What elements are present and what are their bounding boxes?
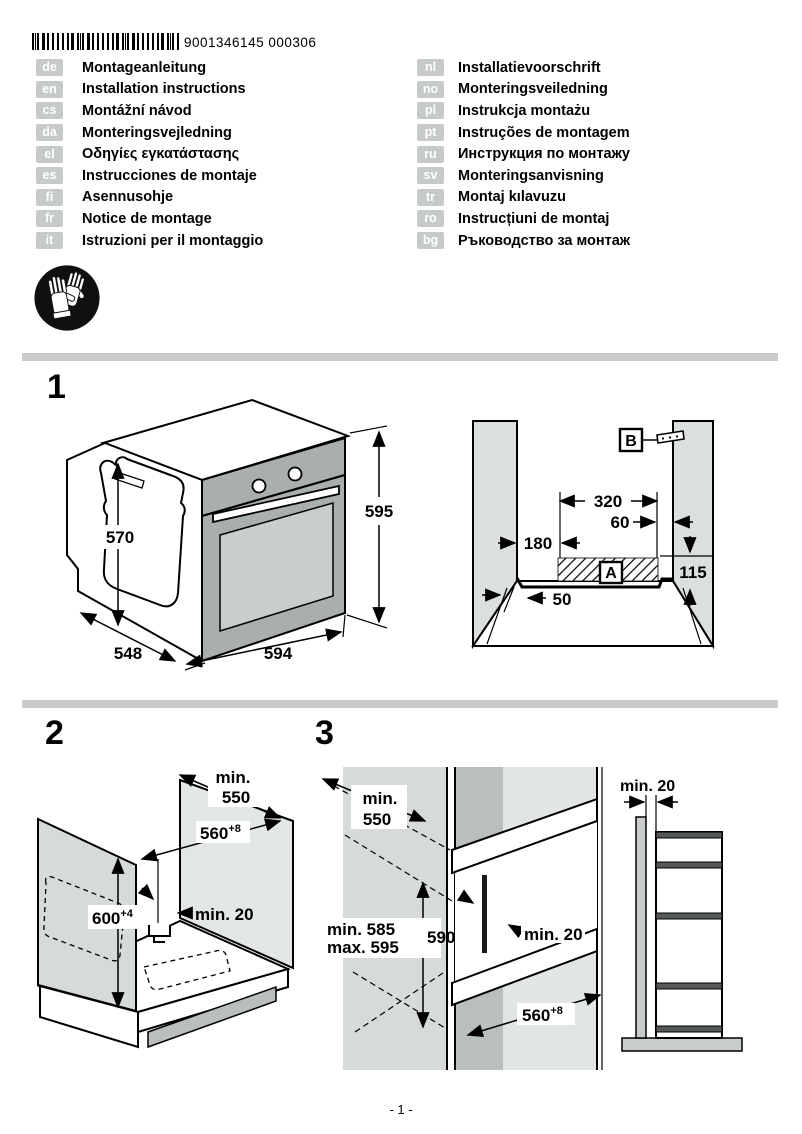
dim-label-560: $560^{+8}$: [200, 823, 241, 843]
language-row: [417, 187, 630, 209]
dim-label-550: 550: [362, 810, 392, 829]
language-code-badge: ru: [417, 146, 444, 163]
figure2-number: 2: [45, 714, 64, 752]
language-title: Οδηγίες εγκατάστασης: [82, 146, 240, 163]
language-code-badge: sv: [417, 167, 444, 184]
language-row: [417, 57, 630, 79]
language-title: Monteringsvejledning: [82, 124, 232, 141]
language-title: Asennusohje: [82, 189, 174, 206]
language-title: Notice de montage: [82, 210, 212, 227]
section-divider: [22, 353, 778, 361]
dim-label-min-20: min. 20: [195, 905, 254, 924]
dim-label-570: 570: [105, 528, 135, 547]
language-list-right: [417, 57, 630, 251]
svg-text:B: B: [625, 433, 637, 450]
language-code-badge: nl: [417, 59, 444, 76]
language-code-badge: es: [36, 167, 63, 184]
area-label-A: [600, 562, 622, 583]
language-title: Istruzioni per il montaggio: [82, 232, 264, 249]
dim-label-min: min.: [362, 789, 398, 808]
language-row: [417, 208, 630, 230]
language-title: Instrucțiuni de montaj: [458, 210, 610, 227]
dim-label-min-20: min. 20: [524, 925, 583, 944]
language-row: [417, 230, 630, 252]
language-title: Montážní návod: [82, 102, 192, 119]
language-title: Monteringsveiledning: [458, 81, 608, 98]
language-row: [36, 208, 263, 230]
language-code-badge: bg: [417, 232, 444, 249]
language-code-badge: en: [36, 81, 63, 98]
oven-knob: [289, 468, 302, 481]
language-code-badge: fi: [36, 189, 63, 206]
language-row: [417, 165, 630, 187]
language-title: Instrucciones de montaje: [82, 167, 257, 184]
language-row: [417, 122, 630, 144]
figure3-number: 3: [315, 714, 334, 752]
language-title: Installation instructions: [82, 81, 246, 98]
language-code-badge: ro: [417, 210, 444, 227]
dim-label-600: $600^{+4}$: [92, 908, 133, 928]
language-title: Montageanleitung: [82, 59, 207, 76]
language-code-badge: tr: [417, 189, 444, 206]
language-code-badge: pl: [417, 102, 444, 119]
language-code-badge: de: [36, 59, 63, 76]
language-row: [417, 143, 630, 165]
language-title: Monteringsanvisning: [458, 167, 604, 184]
language-row: [36, 165, 263, 187]
barcode-icon: [32, 33, 179, 50]
svg-text:A: A: [605, 565, 617, 582]
cabinet-body: [38, 780, 293, 1047]
language-row: [417, 100, 630, 122]
figure1-number: 1: [47, 368, 66, 406]
oven-knob: [253, 480, 266, 493]
barcode-number: 9001346145 000306: [184, 35, 317, 50]
protective-gloves-icon: [32, 263, 102, 333]
dim-label-560: $560^{+8}$: [522, 1005, 563, 1025]
side-view: [622, 817, 742, 1051]
figure3-tall-cabinet-section-drawing: [315, 755, 615, 1085]
language-title: Ръководство за монтаж: [458, 232, 631, 249]
dim-label-595: 595: [364, 502, 394, 521]
language-title: Instruções de montagem: [458, 124, 630, 141]
dim-label-60: 60: [610, 513, 630, 532]
language-code-badge: pt: [417, 124, 444, 141]
figure3-side-view-drawing: [608, 755, 758, 1065]
language-code-badge: fr: [36, 210, 63, 227]
language-code-badge: el: [36, 146, 63, 163]
wall: [636, 817, 646, 1038]
dim-label-50: 50: [552, 590, 572, 609]
dim-label-180: 180: [523, 534, 553, 553]
language-row: [36, 57, 263, 79]
rear-spacer: [482, 875, 487, 953]
language-row: [36, 100, 263, 122]
dim-label-min: min.: [215, 768, 251, 787]
language-title: Installatievoorschrift: [458, 59, 601, 76]
dim-label-min-585: min. 585: [327, 920, 396, 939]
figure1-oven-drawing: [55, 393, 400, 688]
rear-spacer: [149, 925, 170, 936]
floor: [622, 1038, 742, 1051]
niche-walls: [473, 421, 713, 646]
language-title: Instrukcja montażu: [458, 102, 591, 119]
dim-label-115: 115: [679, 563, 707, 582]
language-title: Инструкция по монтажу: [458, 146, 630, 163]
language-code-badge: da: [36, 124, 63, 141]
dim-label-594: 594: [263, 644, 293, 663]
dim-595: [347, 426, 393, 628]
language-row: [36, 122, 263, 144]
language-list-left: [36, 57, 263, 251]
language-row: [36, 187, 263, 209]
oven-casing: [67, 443, 202, 661]
language-row: [417, 79, 630, 101]
language-code-badge: it: [36, 232, 63, 249]
language-title: Montaj kılavuzu: [458, 189, 566, 206]
dim-label-590: 590: [427, 928, 456, 947]
page-number: - 1 -: [389, 1102, 413, 1117]
language-row: [36, 230, 263, 252]
dim-label-320: 320: [593, 492, 623, 511]
figure2-base-cabinet-drawing: [30, 755, 320, 1085]
dim-label-min-20: min. 20: [620, 778, 676, 795]
figure1-niche-drawing: [450, 396, 730, 666]
dim-label-550: 550: [221, 788, 251, 807]
dim-wall-gap: [620, 778, 678, 832]
section-divider: [22, 700, 778, 708]
dim-label-548: 548: [113, 644, 143, 663]
language-code-badge: no: [417, 81, 444, 98]
language-code-badge: cs: [36, 102, 63, 119]
dim-320: [560, 489, 657, 558]
language-row: [36, 143, 263, 165]
dim-label-max-595: max. 595: [327, 938, 399, 957]
language-row: [36, 79, 263, 101]
